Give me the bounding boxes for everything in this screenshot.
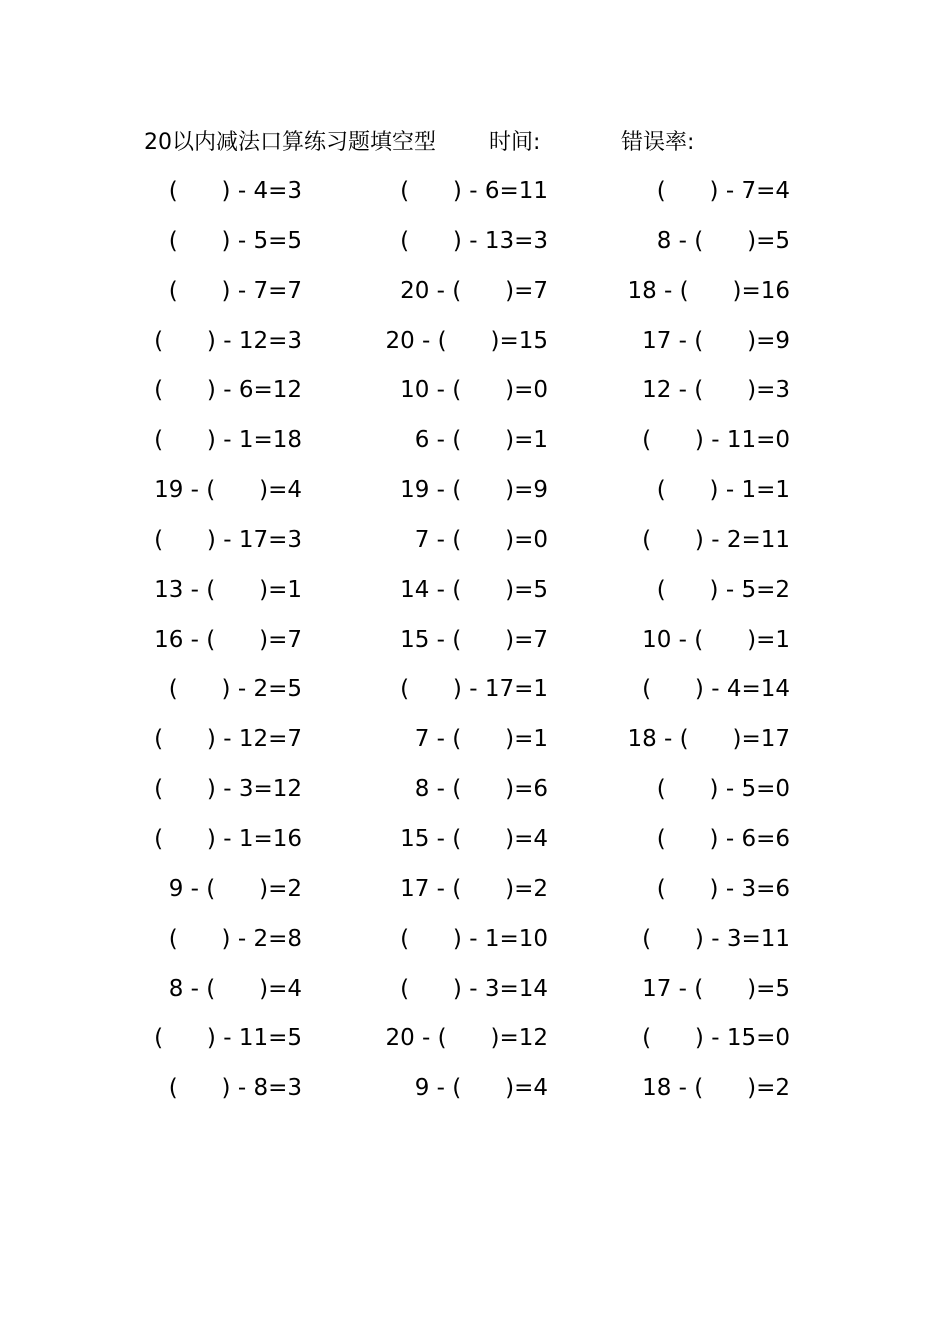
exercise-item: ( ) - 5=0 bbox=[656, 776, 790, 803]
exercise-item: ( ) - 1=10 bbox=[400, 925, 548, 952]
exercise-item: 14 - ( )=5 bbox=[400, 576, 548, 603]
exercise-row bbox=[0, 224, 950, 274]
exercise-item: ( ) - 1=16 bbox=[154, 825, 302, 852]
exercise-row bbox=[0, 274, 950, 324]
exercise-item: 12 - ( )=3 bbox=[642, 377, 790, 404]
exercise-item: ( ) - 4=3 bbox=[168, 178, 302, 204]
exercise-item: ( ) - 1=18 bbox=[154, 427, 302, 454]
exercise-item: ( ) - 12=7 bbox=[154, 726, 302, 753]
exercise-item: ( ) - 7=7 bbox=[168, 277, 302, 304]
exercise-item: ( ) - 2=11 bbox=[642, 526, 790, 553]
exercise-item: 6 - ( )=1 bbox=[414, 427, 548, 454]
exercise-item: ( ) - 8=3 bbox=[168, 1075, 302, 1102]
exercise-item: 20 - ( )=12 bbox=[385, 1025, 548, 1052]
exercise-item: ( ) - 7=4 bbox=[656, 178, 790, 204]
exercise-row bbox=[0, 174, 950, 224]
exercise-item: 18 - ( )=2 bbox=[642, 1075, 790, 1102]
exercise-item: ( ) - 17=1 bbox=[400, 676, 548, 703]
exercise-item: 8 - ( )=6 bbox=[414, 776, 548, 803]
exercise-item: ( ) - 6=6 bbox=[656, 825, 790, 852]
exercise-item: ( ) - 13=3 bbox=[400, 227, 548, 254]
exercise-row bbox=[0, 1021, 950, 1071]
exercise-item: 17 - ( )=9 bbox=[642, 327, 790, 354]
exercise-item: ( ) - 3=11 bbox=[642, 925, 790, 952]
exercise-row bbox=[0, 672, 950, 722]
exercise-item: ( ) - 17=3 bbox=[154, 526, 302, 553]
exercise-item: ( ) - 11=5 bbox=[154, 1025, 302, 1052]
exercise-item: ( ) - 11=0 bbox=[642, 427, 790, 454]
exercise-item: 13 - ( )=1 bbox=[154, 576, 302, 603]
exercise-item: 20 - ( )=7 bbox=[400, 277, 548, 304]
exercise-item: ( ) - 2=8 bbox=[168, 925, 302, 952]
exercise-item: 8 - ( )=4 bbox=[168, 975, 302, 1002]
exercise-item: 18 - ( )=16 bbox=[627, 277, 790, 304]
exercise-grid bbox=[0, 174, 950, 1121]
exercise-item: ( ) - 2=5 bbox=[168, 676, 302, 703]
exercise-item: ( ) - 6=11 bbox=[400, 178, 548, 204]
exercise-item: 15 - ( )=4 bbox=[400, 825, 548, 852]
worksheet-header bbox=[0, 126, 950, 160]
exercise-item: 18 - ( )=17 bbox=[627, 726, 790, 753]
exercise-row bbox=[0, 623, 950, 673]
exercise-row bbox=[0, 922, 950, 972]
exercise-row bbox=[0, 423, 950, 473]
exercise-row bbox=[0, 1071, 950, 1121]
exercise-item: ( ) - 1=1 bbox=[656, 477, 790, 504]
exercise-item: 10 - ( )=1 bbox=[642, 626, 790, 653]
exercise-item: ( ) - 5=2 bbox=[656, 576, 790, 603]
exercise-row bbox=[0, 822, 950, 872]
exercise-item: ( ) - 4=14 bbox=[642, 676, 790, 703]
exercise-item: 17 - ( )=2 bbox=[400, 875, 548, 902]
exercise-row bbox=[0, 473, 950, 523]
exercise-row bbox=[0, 722, 950, 772]
exercise-row bbox=[0, 972, 950, 1022]
exercise-item: 15 - ( )=7 bbox=[400, 626, 548, 653]
exercise-row bbox=[0, 573, 950, 623]
error-rate-label: 错误率: bbox=[621, 130, 695, 155]
exercise-item: 8 - ( )=5 bbox=[656, 227, 790, 254]
exercise-item: 7 - ( )=1 bbox=[414, 726, 548, 753]
exercise-row bbox=[0, 373, 950, 423]
exercise-item: ( ) - 3=12 bbox=[154, 776, 302, 803]
exercise-item: ( ) - 12=3 bbox=[154, 327, 302, 354]
exercise-item: ( ) - 3=6 bbox=[656, 875, 790, 902]
exercise-row bbox=[0, 772, 950, 822]
time-label: 时间: bbox=[489, 130, 541, 155]
exercise-item: 19 - ( )=9 bbox=[400, 477, 548, 504]
exercise-item: 19 - ( )=4 bbox=[154, 477, 302, 504]
exercise-row bbox=[0, 872, 950, 922]
exercise-item: 16 - ( )=7 bbox=[154, 626, 302, 653]
exercise-row bbox=[0, 523, 950, 573]
exercise-item: ( ) - 6=12 bbox=[154, 377, 302, 404]
exercise-item: ( ) - 5=5 bbox=[168, 227, 302, 254]
exercise-row bbox=[0, 324, 950, 374]
exercise-item: 10 - ( )=0 bbox=[400, 377, 548, 404]
exercise-item: 9 - ( )=4 bbox=[414, 1075, 548, 1102]
exercise-item: ( ) - 15=0 bbox=[642, 1025, 790, 1052]
worksheet-title: 20以内减法口算练习题填空型 bbox=[144, 130, 436, 155]
exercise-item: 9 - ( )=2 bbox=[168, 875, 302, 902]
exercise-item: 17 - ( )=5 bbox=[642, 975, 790, 1002]
exercise-item: ( ) - 3=14 bbox=[400, 975, 548, 1002]
exercise-item: 7 - ( )=0 bbox=[414, 526, 548, 553]
exercise-item: 20 - ( )=15 bbox=[385, 327, 548, 354]
